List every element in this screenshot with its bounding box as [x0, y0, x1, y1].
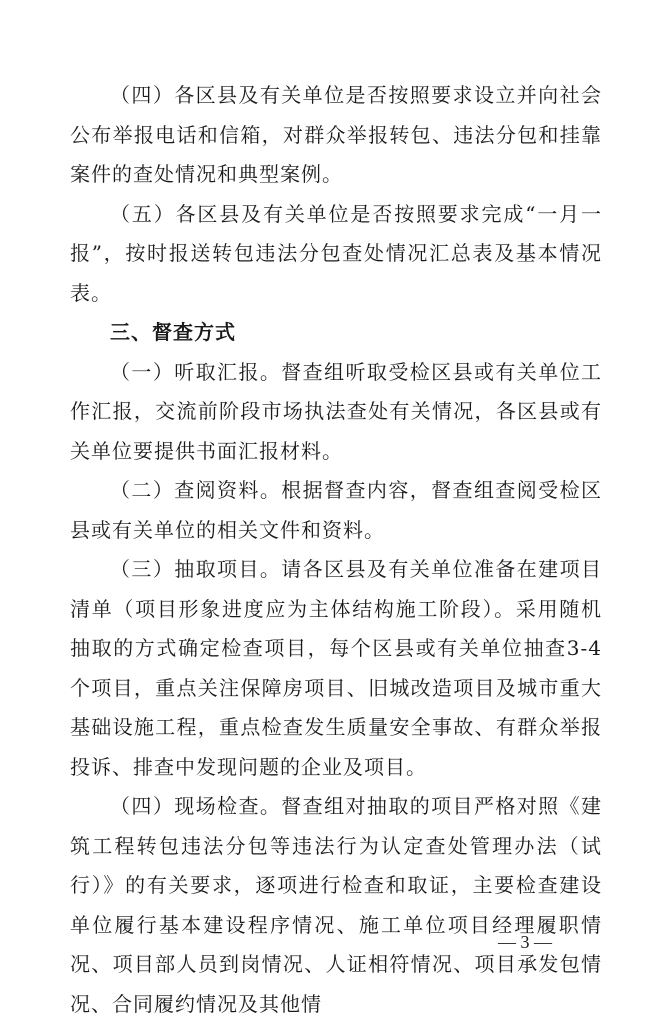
paragraph-method-2: （二）查阅资料。根据督查内容，督查组查阅受检区县或有关单位的相关文件和资料。: [70, 478, 602, 542]
paragraph-method-1: （一）听取汇报。督查组听取受检区县或有关单位工作汇报，交流前阶段市场执法查处有关情况，各区县或有关单位要提供书面汇报材料。: [70, 359, 602, 463]
page-number: — 3 —: [498, 932, 552, 952]
paragraph-method-3: （三）抽取项目。请各区县及有关单位准备在建项目清单（项目形象进度应为主体结构施工阶段）。采用随机抽取的方式确定检查项目，每个区县或有关单位抽查3-4个项目，重点关注保障房项目、旧城改造项目及城市重大基础设施工程，重点检查发生质量安全事故、有群众举报投诉、排查中发现问题的企业及项目。: [70, 557, 602, 779]
paragraph-item-4: （四）各区县及有关单位是否按照要求设立并向社会公布举报电话和信箱，对群众举报转包、违法分包和挂靠案件的查处情况和典型案例。: [70, 83, 602, 186]
section-heading-supervision-methods: 三、督查方式: [110, 320, 236, 344]
paragraph-item-5: （五）各区县及有关单位是否按照要求完成“一月一报”，按时报送转包违法分包查处情况汇总表及基本情况表。: [70, 201, 602, 305]
document-body: [70, 76, 602, 1024]
paragraph-method-4: （四）现场检查。督查组对抽取的项目严格对照《建筑工程转包违法分包等违法行为认定查处管理办法（试行）》的有关要求，逐项进行检查和取证，主要检查建设单位履行基本建设程序情况、施工单位项目经理履职情况、项目部人员到岗情况、人证相符情况、项目承发包情况、合同履约情况及其他情: [70, 794, 602, 1016]
